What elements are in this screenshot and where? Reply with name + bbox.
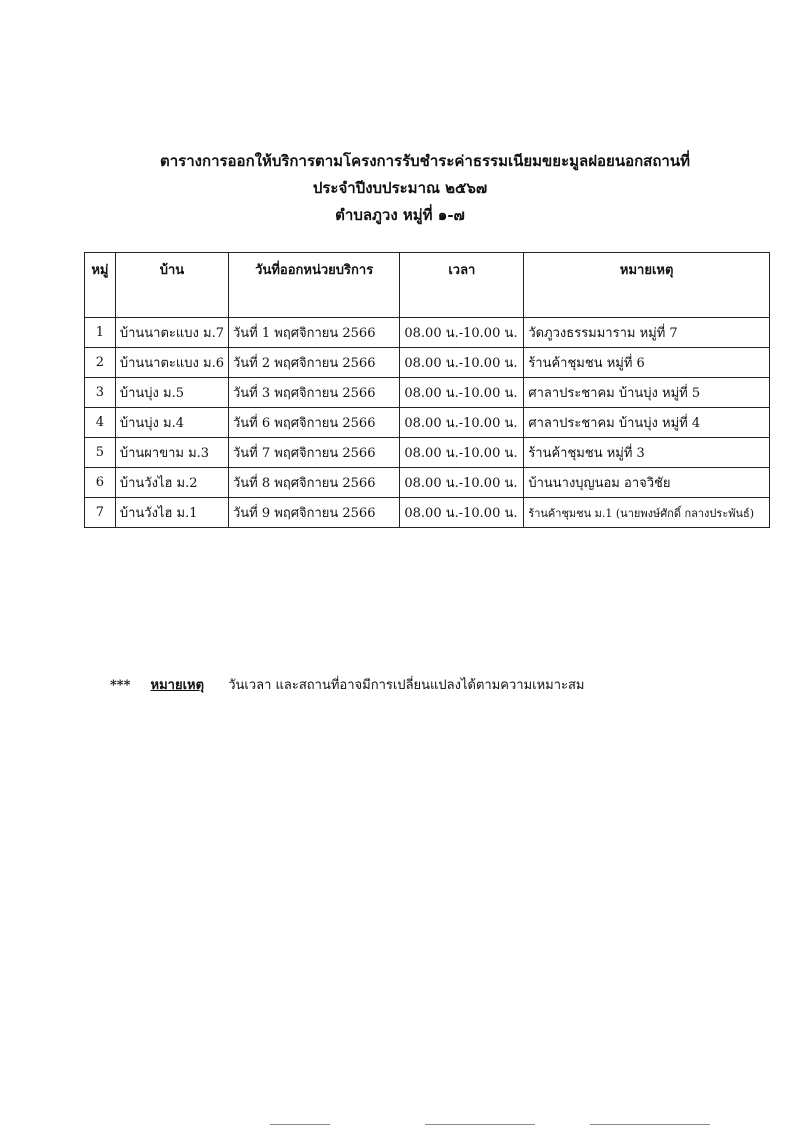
cell-remark: ร้านค้าชุมชน หมู่ที่ 6 bbox=[524, 348, 770, 378]
table-header-row bbox=[85, 253, 770, 318]
header-service-date: วันที่ออกหน่วยบริการ bbox=[228, 253, 399, 318]
document-title-block bbox=[0, 148, 800, 229]
cell-service-date: วันที่ 7 พฤศจิกายน 2566 bbox=[228, 438, 399, 468]
cell-village: บ้านนาตะแบง ม.7 bbox=[115, 318, 228, 348]
title-line-1: ตารางการออกให้บริการตามโครงการรับชำระค่าธรรมเนียมขยะมูลฝอยนอกสถานที่ bbox=[160, 152, 690, 170]
cell-remark: ร้านค้าชุมชน หมู่ที่ 3 bbox=[524, 438, 770, 468]
cell-time: 08.00 น.-10.00 น. bbox=[400, 498, 524, 528]
cell-time: 08.00 น.-10.00 น. bbox=[400, 318, 524, 348]
cell-time: 08.00 น.-10.00 น. bbox=[400, 468, 524, 498]
cell-village: บ้านวังไฮ ม.2 bbox=[115, 468, 228, 498]
footnote-label: หมายเหตุ bbox=[150, 678, 205, 693]
table-row bbox=[85, 498, 770, 528]
title-line-2: ประจำปีงบประมาณ ๒๕๖๗ bbox=[312, 179, 488, 197]
cell-remark: บ้านนางบุญนอม อาจวิชัย bbox=[524, 468, 770, 498]
cell-service-date: วันที่ 1 พฤศจิกายน 2566 bbox=[228, 318, 399, 348]
table-row bbox=[85, 378, 770, 408]
table-row bbox=[85, 438, 770, 468]
cell-service-date: วันที่ 2 พฤศจิกายน 2566 bbox=[228, 348, 399, 378]
cell-village-no: 2 bbox=[85, 348, 116, 378]
cell-time: 08.00 น.-10.00 น. bbox=[400, 438, 524, 468]
cell-time: 08.00 น.-10.00 น. bbox=[400, 348, 524, 378]
cell-service-date: วันที่ 3 พฤศจิกายน 2566 bbox=[228, 378, 399, 408]
cell-remark: ร้านค้าชุมชน ม.1 (นายพงษ์ศักดิ์ กลางประพันธ์) bbox=[524, 498, 770, 528]
header-remark: หมายเหตุ bbox=[524, 253, 770, 318]
table-row bbox=[85, 468, 770, 498]
cell-village-no: 7 bbox=[85, 498, 116, 528]
cell-village: บ้านบุ่ง ม.5 bbox=[115, 378, 228, 408]
cell-service-date: วันที่ 8 พฤศจิกายน 2566 bbox=[228, 468, 399, 498]
cell-time: 08.00 น.-10.00 น. bbox=[400, 378, 524, 408]
cell-village: บ้านนาตะแบง ม.6 bbox=[115, 348, 228, 378]
cell-village: บ้านบุ่ง ม.4 bbox=[115, 408, 228, 438]
table-row bbox=[85, 318, 770, 348]
header-time: เวลา bbox=[400, 253, 524, 318]
cell-remark: ศาลาประชาคม บ้านบุ่ง หมู่ที่ 5 bbox=[524, 378, 770, 408]
footnote-stars: *** bbox=[110, 678, 131, 693]
cell-time: 08.00 น.-10.00 น. bbox=[400, 408, 524, 438]
cell-village-no: 4 bbox=[85, 408, 116, 438]
footnote-text: วันเวลา และสถานที่อาจมีการเปลี่ยนแปลงได้ตามความเหมาะสม bbox=[228, 678, 585, 693]
cell-village-no: 3 bbox=[85, 378, 116, 408]
cell-village: บ้านวังไฮ ม.1 bbox=[115, 498, 228, 528]
cell-village-no: 5 bbox=[85, 438, 116, 468]
cell-village: บ้านผาขาม ม.3 bbox=[115, 438, 228, 468]
header-village-no: หมู่ bbox=[85, 253, 116, 318]
cell-service-date: วันที่ 6 พฤศจิกายน 2566 bbox=[228, 408, 399, 438]
schedule-table bbox=[84, 252, 770, 528]
footnote bbox=[110, 674, 585, 695]
title-line-3: ตำบลภูวง หมู่ที่ ๑-๗ bbox=[335, 206, 465, 224]
scan-artifact-line bbox=[270, 1124, 330, 1125]
header-village: บ้าน bbox=[115, 253, 228, 318]
scan-artifact-line bbox=[425, 1124, 535, 1125]
cell-remark: วัดภูวงธรรมมาราม หมู่ที่ 7 bbox=[524, 318, 770, 348]
cell-remark: ศาลาประชาคม บ้านบุ่ง หมู่ที่ 4 bbox=[524, 408, 770, 438]
scan-artifact-line bbox=[590, 1124, 710, 1125]
table-row bbox=[85, 348, 770, 378]
cell-village-no: 6 bbox=[85, 468, 116, 498]
cell-service-date: วันที่ 9 พฤศจิกายน 2566 bbox=[228, 498, 399, 528]
table-row bbox=[85, 408, 770, 438]
cell-village-no: 1 bbox=[85, 318, 116, 348]
